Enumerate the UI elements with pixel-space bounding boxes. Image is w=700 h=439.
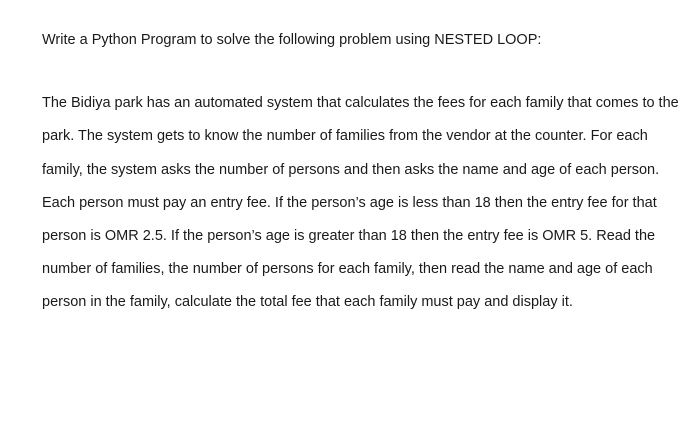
paragraph-line: park. The system gets to know the number of families from the vendor at the counter. For each bbox=[42, 128, 648, 144]
paragraph-line: person is OMR 2.5. If the person’s age is greater than 18 then the entry fee is OMR 5. Read the bbox=[42, 228, 656, 244]
paragraph-line: person in the family, calculate the total fee that each family must pay and display it. bbox=[42, 294, 573, 310]
problem-heading: Write a Python Program to solve the following problem using NESTED LOOP: bbox=[42, 32, 542, 48]
paragraph-line: number of families, the number of persons for each family, then read the name and age of each bbox=[42, 261, 653, 277]
paragraph-line: family, the system asks the number of persons and then asks the name and age of each person. bbox=[42, 162, 660, 178]
paragraph-line: The Bidiya park has an automated system that calculates the fees for each family that comes to the bbox=[42, 95, 679, 111]
paragraph-line: Each person must pay an entry fee. If the person’s age is less than 18 then the entry fee for that bbox=[42, 195, 657, 211]
